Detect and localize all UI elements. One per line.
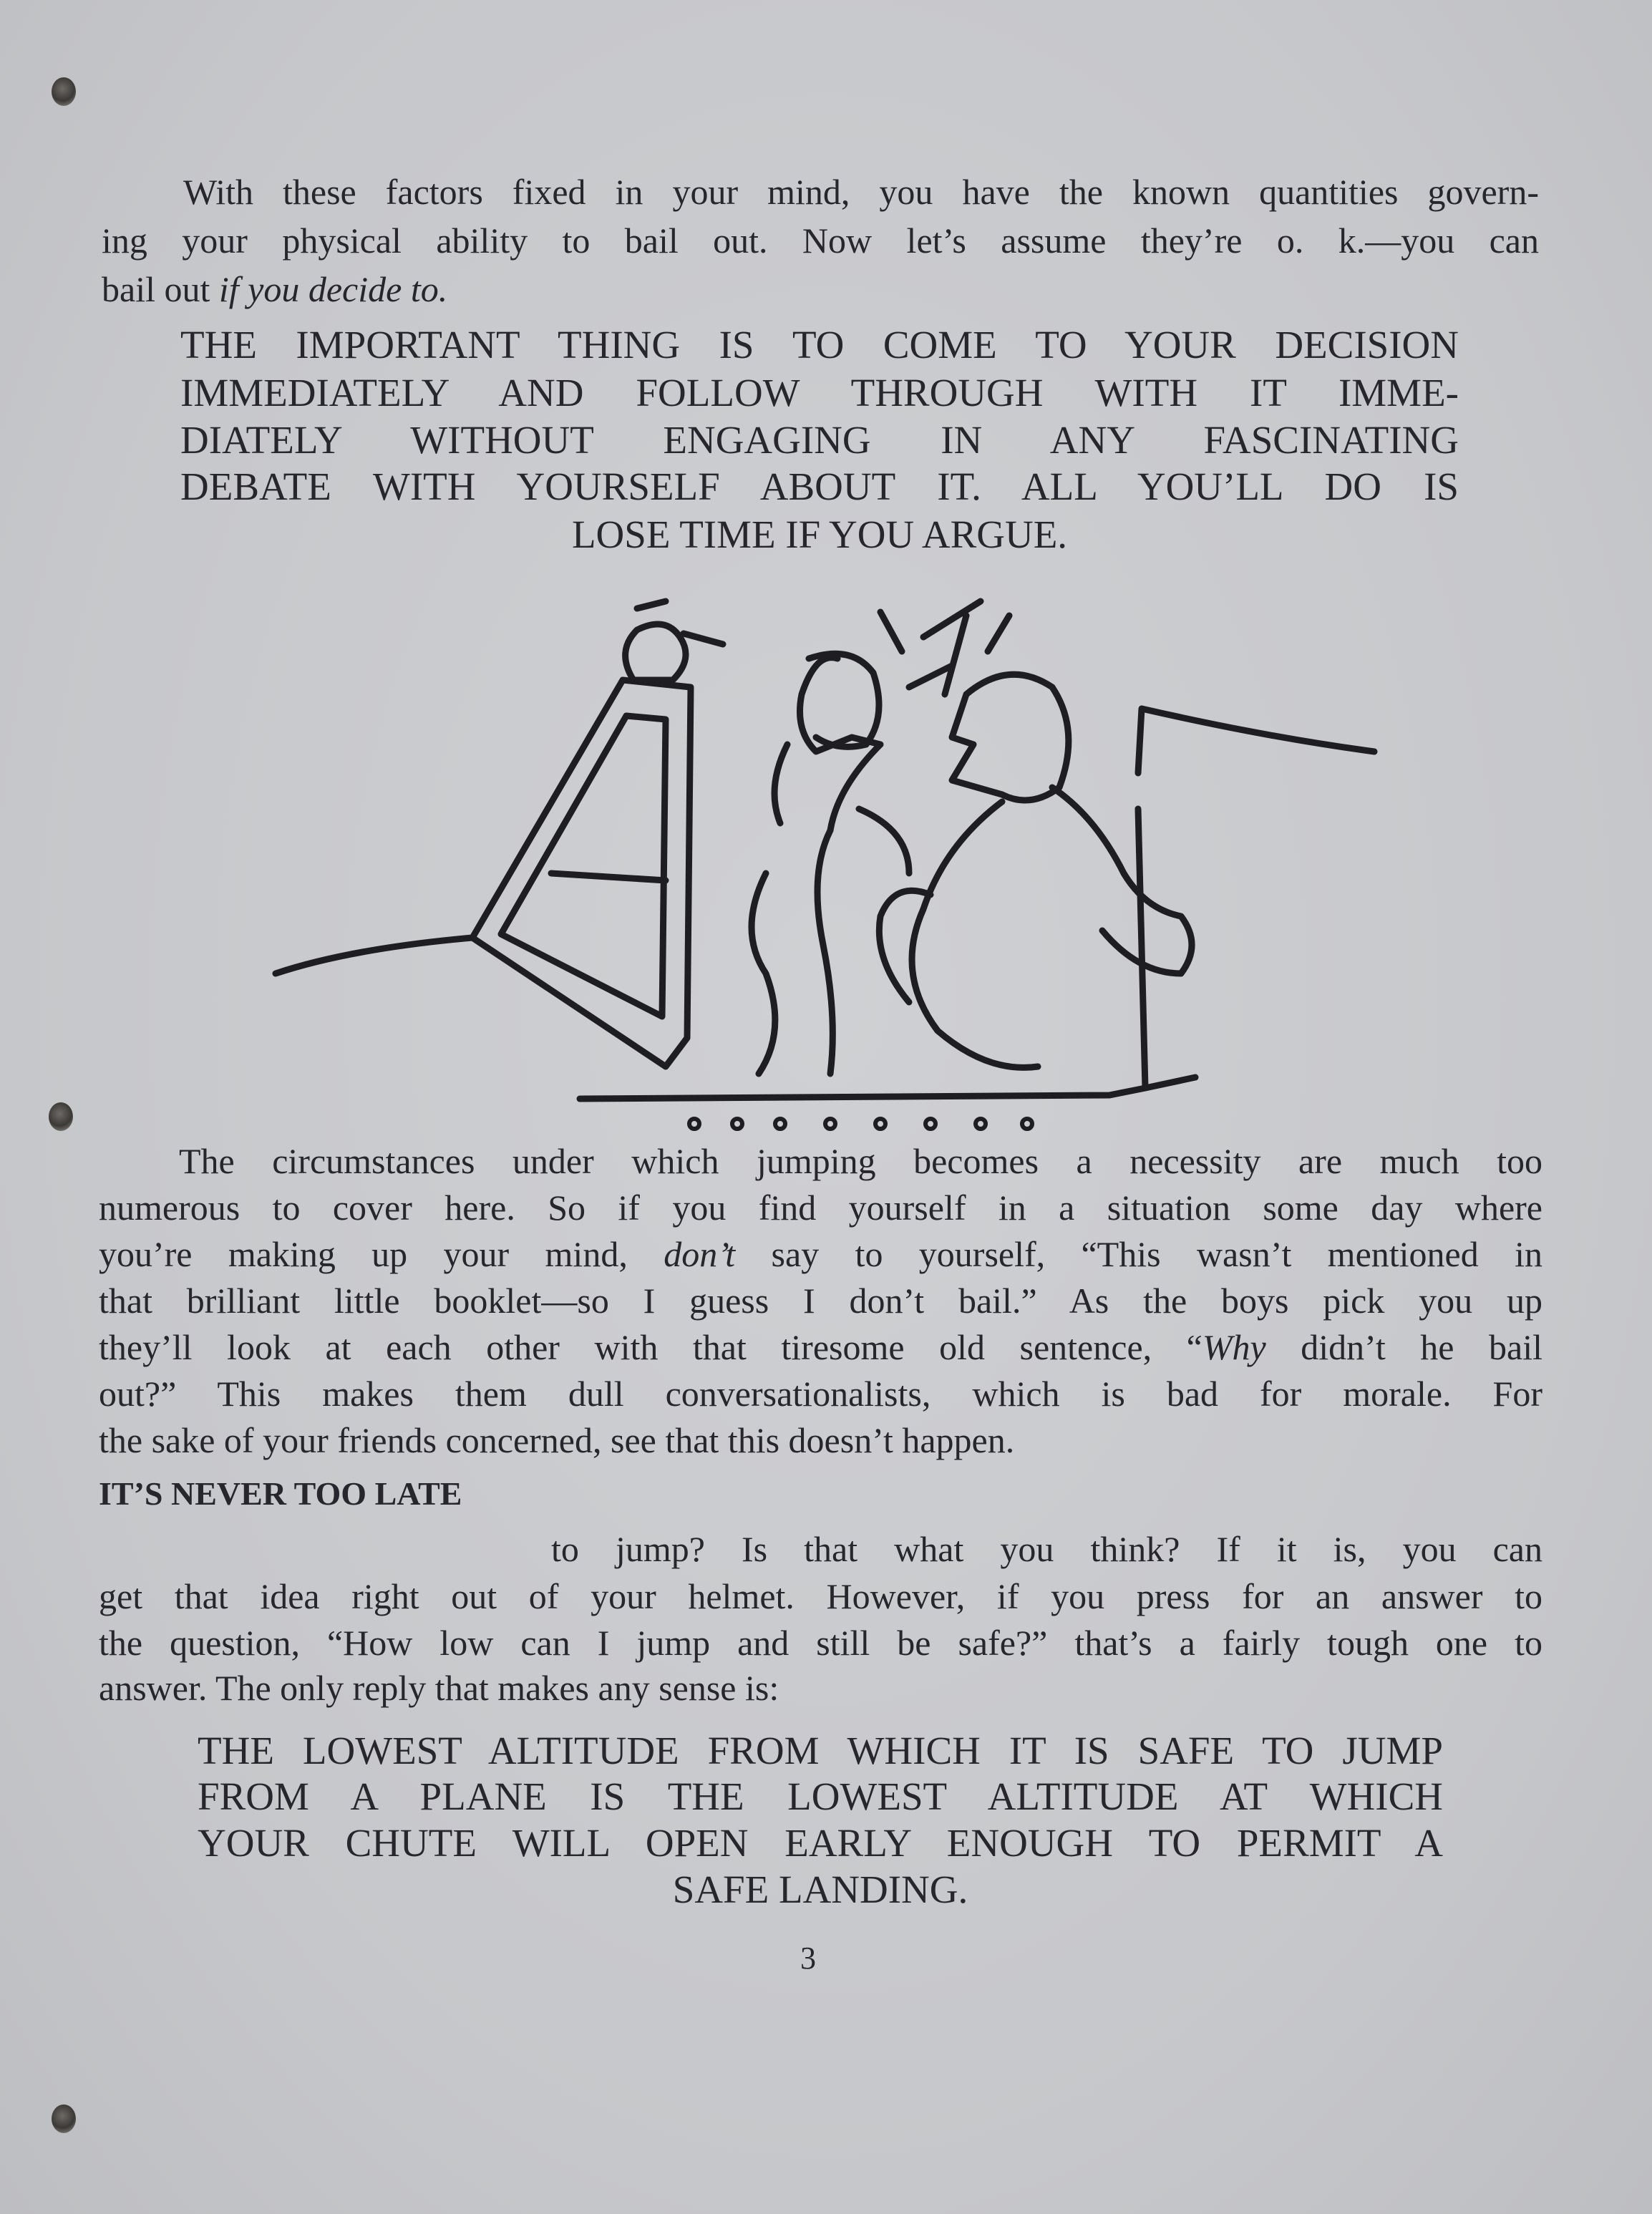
paragraph1-line: With these factors fixed in your mind, you have the known quantities govern- <box>183 172 1539 212</box>
pilot-right-head <box>952 674 1069 800</box>
page-number: 3 <box>800 1941 816 1976</box>
paragraph2-text: didn’t he bail <box>1265 1327 1542 1367</box>
paragraph2-line: numerous to cover here. So if you find yourself in a situation some day where <box>99 1188 1542 1228</box>
paragraph2-line <box>99 1324 1542 1370</box>
section-heading: IT’S NEVER TOO LATE <box>99 1475 462 1512</box>
callout2-line: YOUR CHUTE WILL OPEN EARLY ENOUGH TO PERMIT A <box>198 1821 1443 1865</box>
punch-hole <box>52 2104 76 2133</box>
punch-hole <box>49 1102 73 1131</box>
paragraph3-line: answer. The only reply that makes any sense is: <box>99 1668 779 1708</box>
paragraph3-line: get that idea right out of your helmet. However, if you press for an answer to <box>99 1576 1542 1616</box>
punch-hole <box>52 77 76 106</box>
paragraph2-line: the sake of your friends concerned, see that this doesn’t happen. <box>99 1420 1015 1460</box>
paragraph2-italic: don’t <box>664 1234 736 1274</box>
paragraph3-line: to jump? Is that what you think? If it is, you can <box>551 1529 1542 1569</box>
paragraph2-line: out?” This makes them dull conversationalists, which is bad for morale. For <box>99 1374 1542 1414</box>
callout2-line: THE LOWEST ALTITUDE FROM WHICH IT IS SAFE TO JUMP <box>198 1729 1443 1772</box>
cockpit-cartoon-illustration <box>265 573 1381 1131</box>
paragraph1-italic: if you decide to. <box>218 269 448 309</box>
paragraph2-text: you’re making up your mind, <box>99 1234 664 1274</box>
paragraph1-text: bail out <box>102 269 219 309</box>
cockpit-wall <box>1138 809 1145 1088</box>
pilot-left <box>752 658 909 1074</box>
panel-line <box>1138 709 1374 773</box>
paragraph2-text: they’ll look at each other with that tiresome old sentence, “ <box>99 1327 1202 1367</box>
mouse-figure <box>626 601 723 680</box>
canopy-strut <box>551 873 666 880</box>
paragraph3-line: the question, “How low can I jump and still be safe?” that’s a fairly tough one to <box>99 1623 1542 1663</box>
callout1-line: DIATELY WITHOUT ENGAGING IN ANY FASCINATING <box>180 418 1459 462</box>
paragraph2-line: that brilliant little booklet—so I guess I don’t bail.” As the boys pick you up <box>99 1281 1542 1321</box>
rivets <box>689 1119 1032 1129</box>
paragraph2-line: The circumstances under which jumping becomes a necessity are much too <box>179 1141 1542 1181</box>
fuselage-line <box>276 938 472 974</box>
paragraph1-line: ing your physical ability to bail out. Now let’s assume they’re o. k.—you can <box>102 220 1539 261</box>
callout1-line: THE IMPORTANT THING IS TO COME TO YOUR DECISION <box>180 323 1459 366</box>
callout1-line: DEBATE WITH YOURSELF ABOUT IT. ALL YOU’LL DO IS <box>180 465 1459 508</box>
callout1-line: IMMEDIATELY AND FOLLOW THROUGH WITH IT IMME- <box>180 371 1459 414</box>
paragraph2-line <box>99 1231 1542 1277</box>
cockpit-floor <box>580 1077 1195 1099</box>
callout1-line: LOSE TIME IF YOU ARGUE. <box>571 513 1068 556</box>
pilot-left-head <box>809 654 879 747</box>
paragraph2-text: say to yourself, “This wasn’t mentioned in <box>735 1234 1542 1274</box>
paragraph1-line <box>102 266 447 312</box>
callout2-line: FROM A PLANE IS THE LOWEST ALTITUDE AT WHICH <box>198 1774 1443 1818</box>
paragraph2-italic: Why <box>1202 1327 1266 1367</box>
callout2-line: SAFE LANDING. <box>672 1868 968 1911</box>
